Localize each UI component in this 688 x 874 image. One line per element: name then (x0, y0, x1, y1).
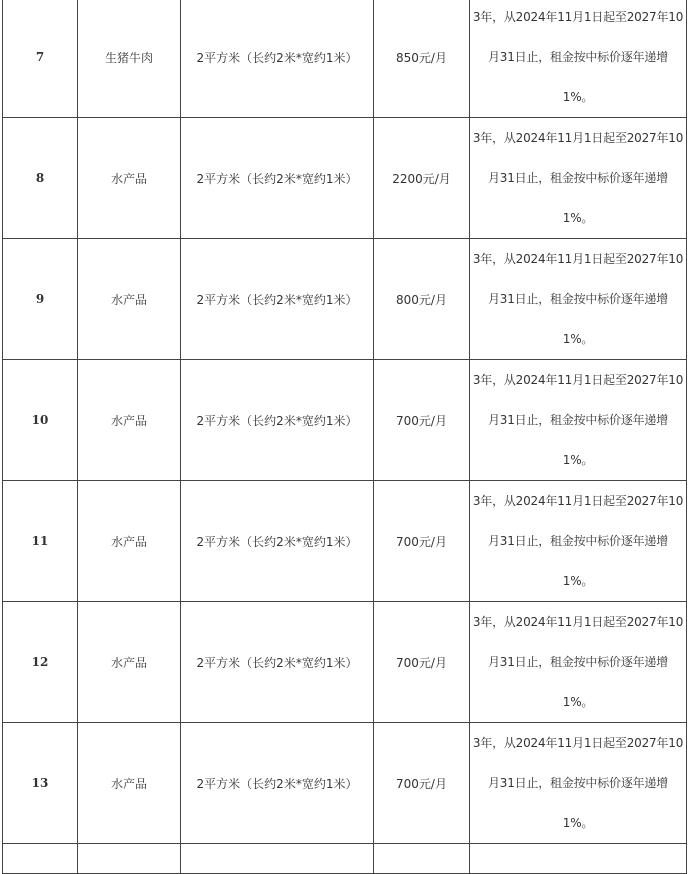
term-line: 月31日止，租金按中标价逐年递增 (487, 776, 669, 790)
term-line: 3年，从2024年11月1日起至2027年10 (472, 615, 684, 629)
term-line: 月31日止，租金按中标价逐年递增 (487, 50, 669, 64)
term-line: 1%。 (562, 574, 594, 588)
cell-number: 10 (3, 360, 78, 481)
cell-area: 2平方米（长约2米*宽约1米） (181, 481, 374, 602)
cell-price: 700元/月 (374, 602, 470, 723)
cell-number: 11 (3, 481, 78, 602)
cell-number: 7 (3, 0, 78, 118)
term-line: 1%。 (562, 90, 594, 104)
term-line: 1%。 (562, 211, 594, 225)
term-line: 月31日止，租金按中标价逐年递增 (487, 171, 669, 185)
cell-price: 850元/月 (374, 0, 470, 118)
cell-area: 2平方米（长约2米*宽约1米） (181, 118, 374, 239)
table-row-partial (3, 844, 687, 874)
cell-price: 800元/月 (374, 239, 470, 360)
cell-category: 水产品 (78, 481, 181, 602)
cell-price: 700元/月 (374, 360, 470, 481)
cell-number: 9 (3, 239, 78, 360)
cell-area: 2平方米（长约2米*宽约1米） (181, 239, 374, 360)
table-row (3, 723, 687, 844)
cell-category: 生猪牛肉 (78, 0, 181, 118)
table-row (3, 481, 687, 602)
cell-partial-term (470, 844, 687, 874)
term-line: 3年，从2024年11月1日起至2027年10 (472, 494, 684, 508)
term-line: 月31日止，租金按中标价逐年递增 (487, 413, 669, 427)
cell-area: 2平方米（长约2米*宽约1米） (181, 602, 374, 723)
term-line: 月31日止，租金按中标价逐年递增 (487, 534, 669, 548)
table-body (3, 0, 687, 874)
cell-area: 2平方米（长约2米*宽约1米） (181, 0, 374, 118)
cell-lease-term (470, 360, 687, 481)
cell-number: 12 (3, 602, 78, 723)
cell-lease-term (470, 118, 687, 239)
term-line: 3年，从2024年11月1日起至2027年10 (472, 10, 684, 24)
cell-category: 水产品 (78, 118, 181, 239)
table-row (3, 360, 687, 481)
cell-lease-term (470, 239, 687, 360)
cell-partial-category (78, 844, 181, 874)
table-row (3, 602, 687, 723)
cell-price: 700元/月 (374, 723, 470, 844)
term-line: 1%。 (562, 453, 594, 467)
cell-number: 13 (3, 723, 78, 844)
cell-area: 2平方米（长约2米*宽约1米） (181, 723, 374, 844)
cell-lease-term (470, 481, 687, 602)
cell-lease-term (470, 723, 687, 844)
cell-price: 2200元/月 (374, 118, 470, 239)
cell-category: 水产品 (78, 239, 181, 360)
term-line: 3年，从2024年11月1日起至2027年10 (472, 252, 684, 266)
cell-price: 700元/月 (374, 481, 470, 602)
cell-area: 2平方米（长约2米*宽约1米） (181, 360, 374, 481)
cell-category: 水产品 (78, 602, 181, 723)
cell-lease-term (470, 602, 687, 723)
table-row (3, 0, 687, 118)
cell-lease-term (470, 0, 687, 118)
term-line: 1%。 (562, 695, 594, 709)
lease-table (2, 0, 687, 874)
table-row (3, 118, 687, 239)
term-line: 3年，从2024年11月1日起至2027年10 (472, 736, 684, 750)
term-line: 1%。 (562, 332, 594, 346)
cell-category: 水产品 (78, 360, 181, 481)
cell-number: 8 (3, 118, 78, 239)
cell-partial-no (3, 844, 78, 874)
term-line: 月31日止，租金按中标价逐年递增 (487, 292, 669, 306)
term-line: 1%。 (562, 816, 594, 830)
term-line: 3年，从2024年11月1日起至2027年10 (472, 131, 684, 145)
table-row (3, 239, 687, 360)
cell-partial-price (374, 844, 470, 874)
term-line: 3年，从2024年11月1日起至2027年10 (472, 373, 684, 387)
cell-category: 水产品 (78, 723, 181, 844)
term-line: 月31日止，租金按中标价逐年递增 (487, 655, 669, 669)
cell-partial-area (181, 844, 374, 874)
